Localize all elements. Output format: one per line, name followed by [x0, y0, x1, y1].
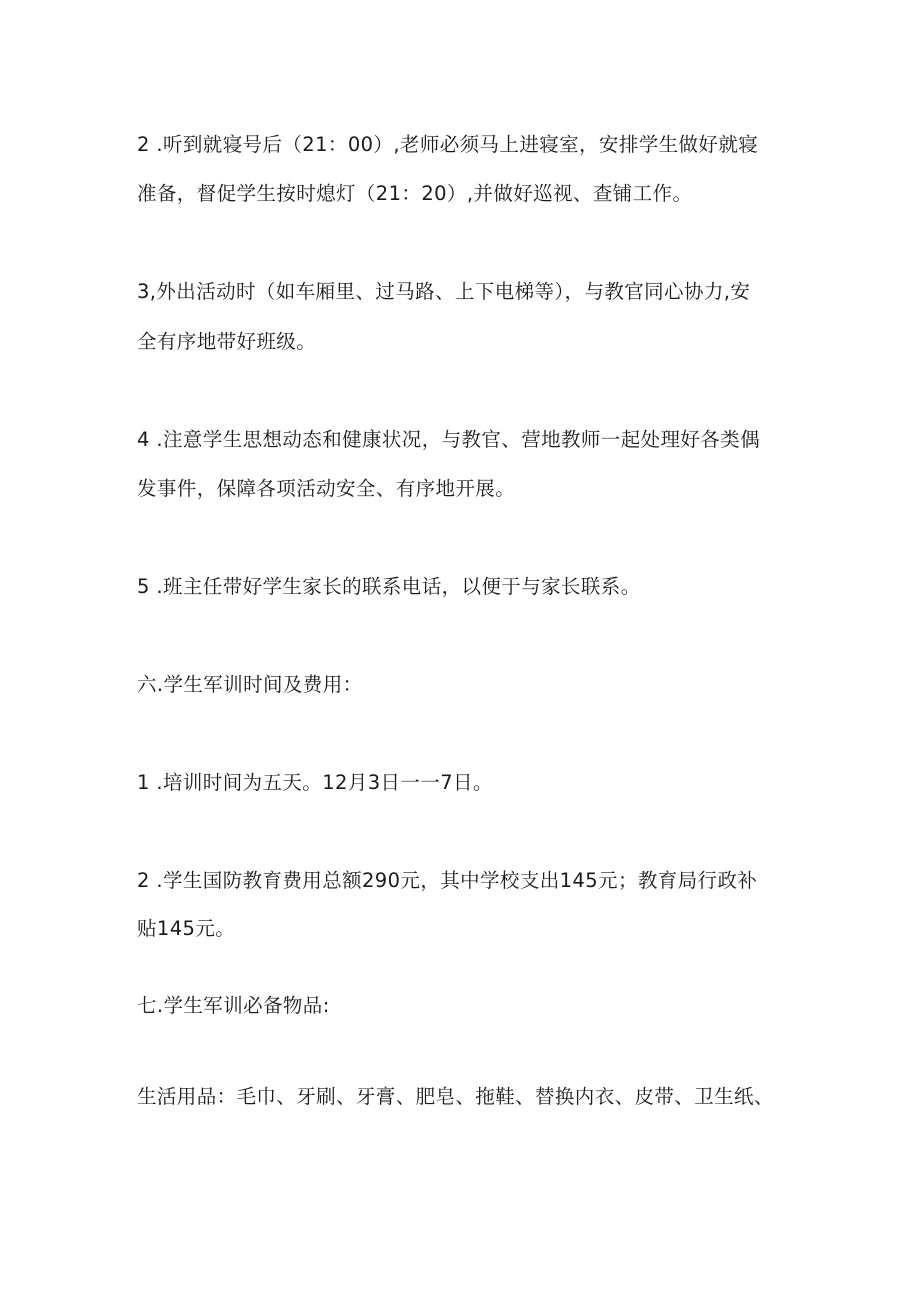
item-4-line-1: 4 .注意学生思想动态和健康状况，与教官、营地教师一起处理好各类偶	[137, 428, 761, 451]
item-2-line-1: 2 .听到就寝号后（21：00）,老师必须马上进寝室，安排学生做好就寝	[137, 133, 759, 156]
item-2-line-2: 准备，督促学生按时熄灯（21：20）,并做好巡视、查铺工作。	[137, 182, 693, 205]
section-6-heading: 六.学生军训时间及费用：	[137, 673, 363, 696]
section-6-item-1: 1 .培训时间为五天。12月3日一一7日。	[137, 771, 493, 794]
section-6-item-2-line-1: 2 .学生国防教育费用总额290元，其中学校支出145元；教育局行政补	[137, 869, 758, 892]
item-3-line-2: 全有序地带好班级。	[137, 330, 317, 353]
item-4-line-2: 发事件，保障各项活动安全、有序地开展。	[137, 477, 516, 500]
section-7-supplies-line: 生活用品：毛巾、牙刷、牙膏、肥皂、拖鞋、替换内衣、皮带、卫生纸、	[137, 1085, 774, 1108]
section-6-item-2-line-2: 贴145元。	[137, 917, 236, 940]
item-5-line-1: 5 .班主任带好学生家长的联系电话，以便于与家长联系。	[137, 575, 641, 598]
item-3-line-1: 3,外出活动时（如车厢里、过马路、上下电梯等），与教官同心协力,安	[137, 280, 751, 303]
section-7-heading: 七.学生军训必备物品:	[137, 994, 330, 1017]
